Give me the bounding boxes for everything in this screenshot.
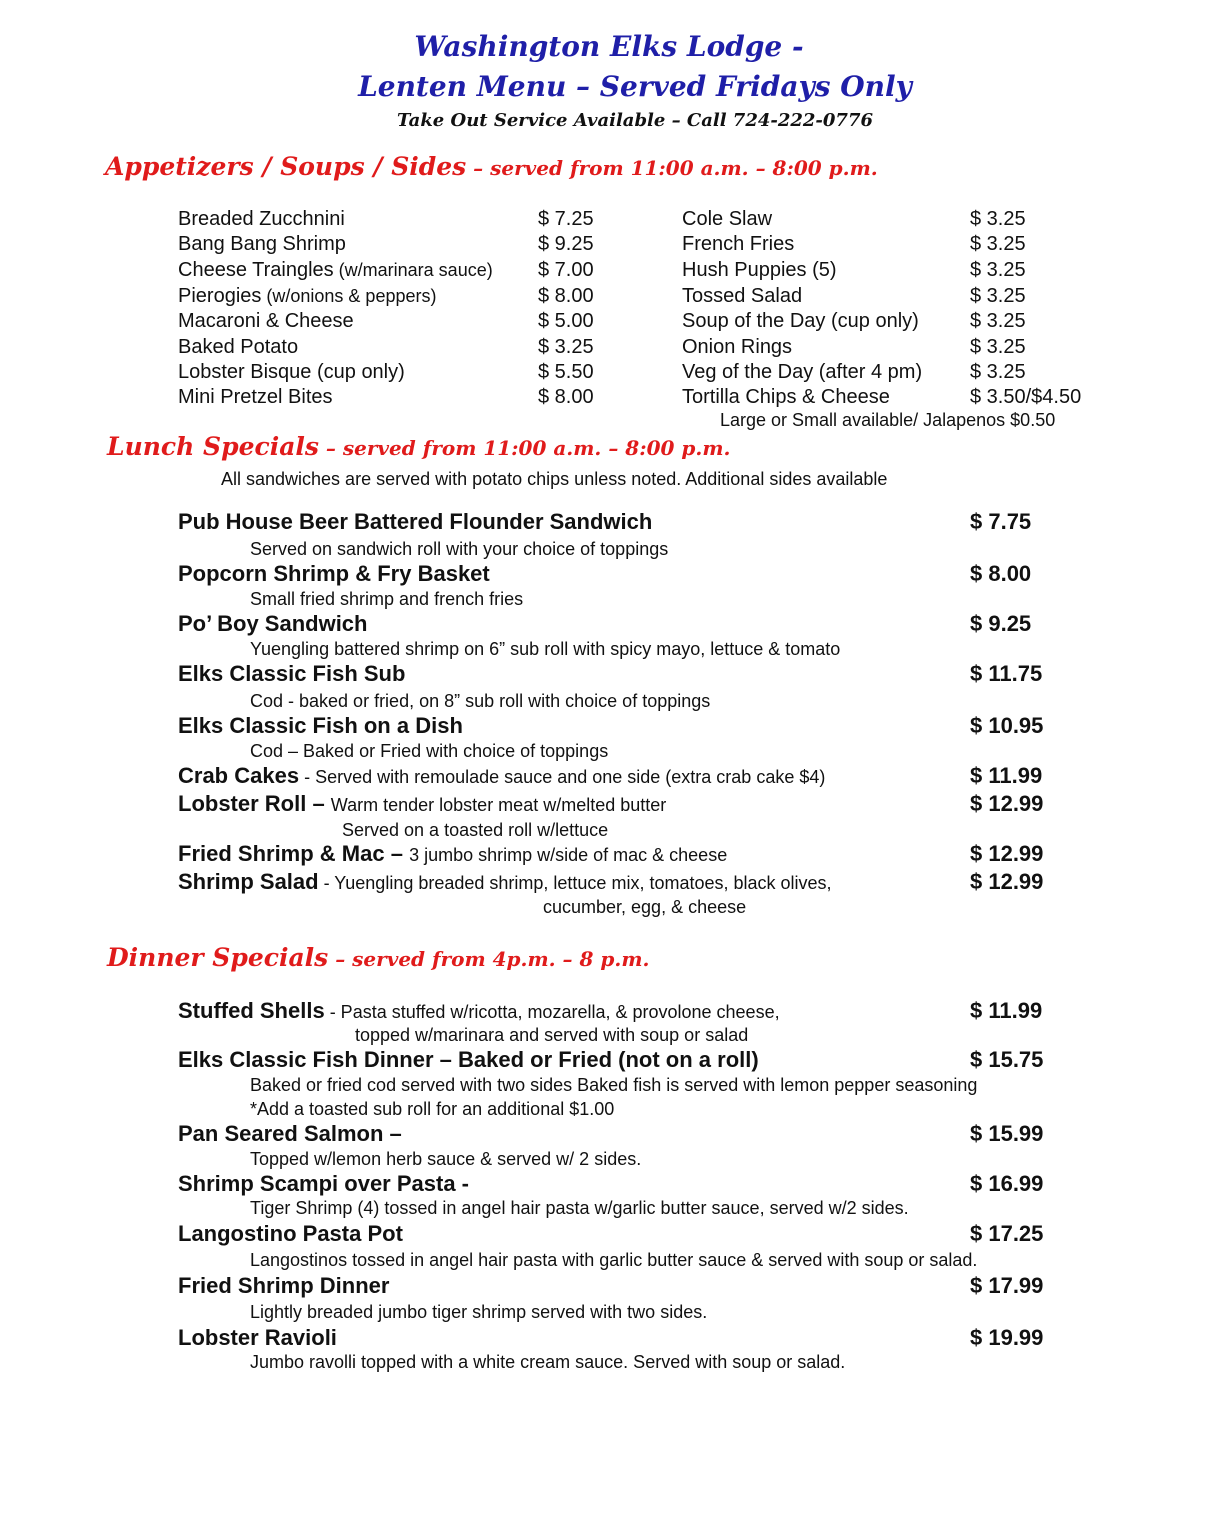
dinner-item-price: $ 16.99 [970, 1171, 1044, 1196]
lunch-item-name [178, 869, 832, 895]
appetizers-title: Appetizers / Soups / Sides [105, 152, 467, 181]
dinner-served: – served from 4p.m. – 8 p.m. [328, 947, 650, 971]
side-price: $ 3.25 [970, 259, 1026, 281]
lunch-item-price: $ 12.99 [970, 841, 1044, 866]
appetizer-price: $ 5.00 [538, 310, 594, 332]
side-name: French Fries [682, 233, 795, 255]
side-name: Tortilla Chips & Cheese [682, 386, 890, 408]
dinner-item-title: Elks Classic Fish Dinner – Baked or Fried (not on a roll) [178, 1047, 759, 1072]
dinner-item-name [178, 1171, 469, 1197]
dinner-item-price: $ 15.75 [970, 1047, 1044, 1072]
lunch-item-title: Crab Cakes [178, 763, 300, 788]
side-name: Soup of the Day (cup only) [682, 310, 919, 332]
dinner-item-title: Langostino Pasta Pot [178, 1221, 403, 1246]
appetizer-price: $ 8.00 [538, 285, 594, 307]
takeout-line: Take Out Service Available – Call 724-222-0776 [396, 110, 873, 131]
menu-title-line2: Lenten Menu – Served Fridays Only [358, 70, 912, 103]
dinner-title: Dinner Specials [107, 943, 329, 972]
lunch-item-name [178, 791, 666, 817]
lunch-item-desc: cucumber, egg, & cheese [543, 897, 747, 917]
dinner-item-name [178, 1221, 403, 1247]
dinner-item-title: Stuffed Shells [178, 998, 325, 1023]
lunch-item-price: $ 10.95 [970, 713, 1044, 738]
lunch-item-name [178, 841, 727, 867]
side-price: $ 3.25 [970, 310, 1026, 332]
menu-title-line1: Washington Elks Lodge - [414, 30, 804, 63]
dinner-item-name [178, 1273, 389, 1299]
appetizer-name-text: Breaded Zucchnini [178, 208, 345, 230]
appetizer-price: $ 7.00 [538, 259, 594, 281]
dinner-heading [107, 943, 649, 972]
dinner-item-desc: Lightly breaded jumbo tiger shrimp served with two sides. [250, 1302, 708, 1322]
lunch-item-title: Elks Classic Fish on a Dish [178, 713, 463, 738]
lunch-item-desc: Small fried shrimp and french fries [250, 589, 524, 609]
lunch-item-title: Lobster Roll – [178, 791, 331, 816]
lunch-item-desc: Cod - baked or fried, on 8” sub roll with choice of toppings [250, 691, 711, 711]
lunch-item-desc: Served on sandwich roll with your choice of toppings [250, 539, 669, 559]
dinner-item-price: $ 11.99 [970, 998, 1043, 1023]
lunch-item-name [178, 713, 463, 739]
appetizer-name [178, 285, 436, 308]
dinner-item-desc: Topped w/lemon herb sauce & served w/ 2 sides. [250, 1149, 642, 1169]
appetizer-note: (w/onions & peppers) [261, 286, 437, 306]
appetizer-name-text: Bang Bang Shrimp [178, 233, 346, 255]
lunch-title: Lunch Specials [107, 432, 319, 461]
side-name: Cole Slaw [682, 208, 773, 230]
lunch-item-name [178, 561, 490, 587]
lunch-heading [107, 432, 730, 461]
lunch-item-desc: Yuengling battered shrimp on 6” sub roll with spicy mayo, lettuce & tomato [250, 639, 841, 659]
dinner-item-desc-extra: *Add a toasted sub roll for an additional $1.00 [250, 1099, 615, 1119]
dinner-item-name [178, 998, 780, 1024]
side-price: $ 3.50/$4.50 [970, 386, 1082, 408]
lunch-item-inline: - Served with remoulade sauce and one side (extra crab cake $4) [299, 767, 826, 787]
lunch-item-name [178, 611, 367, 637]
side-price: $ 3.25 [970, 336, 1026, 358]
side-price: $ 3.25 [970, 361, 1026, 383]
appetizers-served: – served from 11:00 a.m. – 8:00 p.m. [466, 156, 878, 180]
appetizer-name-text: Cheese Traingles [178, 259, 334, 281]
lunch-item-desc: Cod – Baked or Fried with choice of toppings [250, 741, 609, 761]
lunch-item-title: Shrimp Salad [178, 869, 319, 894]
lunch-item-title: Elks Classic Fish Sub [178, 661, 406, 686]
dinner-item-inline: - Pasta stuffed w/ricotta, mozarella, & provolone cheese, [324, 1002, 780, 1022]
dinner-item-desc: Langostinos tossed in angel hair pasta with garlic butter sauce & served with soup or salad. [250, 1250, 978, 1270]
lunch-note: All sandwiches are served with potato chips unless noted. Additional sides available [221, 469, 888, 489]
lunch-item-price: $ 12.99 [970, 791, 1044, 816]
dinner-item-desc: topped w/marinara and served with soup or salad [355, 1025, 749, 1045]
dinner-item-desc: Baked or fried cod served with two sides Baked fish is served with lemon pepper seasoning [250, 1075, 978, 1095]
appetizer-name [178, 233, 346, 256]
side-price: $ 3.25 [970, 233, 1026, 255]
dinner-item-desc: Jumbo ravolli topped with a white cream sauce. Served with soup or salad. [250, 1352, 846, 1372]
lunch-item-inline: - Yuengling breaded shrimp, lettuce mix, tomatoes, black olives, [318, 873, 832, 893]
lunch-item-title: Popcorn Shrimp & Fry Basket [178, 561, 490, 586]
appetizer-name-text: Mini Pretzel Bites [178, 386, 333, 408]
appetizer-name [178, 361, 405, 384]
side-name: Hush Puppies (5) [682, 259, 837, 281]
appetizer-price: $ 9.25 [538, 233, 594, 255]
dinner-item-name [178, 1047, 759, 1073]
appetizer-name-text: Pierogies [178, 285, 262, 307]
side-name: Tossed Salad [682, 285, 803, 307]
dinner-item-name [178, 1325, 337, 1351]
side-name: Onion Rings [682, 336, 793, 358]
appetizer-name [178, 386, 333, 409]
lunch-item-price: $ 11.75 [970, 661, 1043, 686]
lunch-item-name [178, 509, 652, 535]
lunch-item-inline: Warm tender lobster meat w/melted butter [330, 795, 667, 815]
dinner-item-title: Pan Seared Salmon – [178, 1121, 402, 1146]
appetizer-name-text: Lobster Bisque (cup only) [178, 361, 405, 383]
dinner-item-price: $ 19.99 [970, 1325, 1044, 1350]
appetizers-footnote: Large or Small available/ Jalapenos $0.50 [720, 410, 1056, 430]
appetizer-price: $ 8.00 [538, 386, 594, 408]
dinner-item-desc: Tiger Shrimp (4) tossed in angel hair pasta w/garlic butter sauce, served w/2 sides. [250, 1198, 909, 1218]
dinner-item-title: Fried Shrimp Dinner [178, 1273, 390, 1298]
lunch-item-name [178, 763, 825, 789]
appetizer-name [178, 336, 298, 359]
appetizer-note: (w/marinara sauce) [333, 260, 493, 280]
dinner-item-title: Lobster Ravioli [178, 1325, 337, 1350]
dinner-item-name [178, 1121, 402, 1147]
lunch-item-title: Po’ Boy Sandwich [178, 611, 368, 636]
lunch-item-title: Fried Shrimp & Mac – [178, 841, 410, 866]
lunch-item-inline: 3 jumbo shrimp w/side of mac & cheese [409, 845, 728, 865]
dinner-item-price: $ 17.99 [970, 1273, 1044, 1298]
lunch-item-price: $ 7.75 [970, 509, 1032, 534]
dinner-item-price: $ 15.99 [970, 1121, 1044, 1146]
appetizer-price: $ 5.50 [538, 361, 594, 383]
appetizer-price: $ 7.25 [538, 208, 594, 230]
appetizer-name [178, 259, 493, 282]
side-price: $ 3.25 [970, 208, 1026, 230]
lunch-served: – served from 11:00 a.m. – 8:00 p.m. [318, 436, 731, 460]
dinner-item-title: Shrimp Scampi over Pasta - [178, 1171, 469, 1196]
appetizer-name-text: Baked Potato [178, 336, 299, 358]
appetizer-name [178, 310, 354, 333]
lunch-item-price: $ 9.25 [970, 611, 1032, 636]
dinner-item-price: $ 17.25 [970, 1221, 1044, 1246]
lunch-item-price: $ 11.99 [970, 763, 1043, 788]
lunch-item-title: Pub House Beer Battered Flounder Sandwich [178, 509, 653, 534]
appetizer-name [178, 208, 345, 231]
lunch-item-price: $ 12.99 [970, 869, 1044, 894]
appetizer-price: $ 3.25 [538, 336, 594, 358]
appetizers-heading [105, 152, 878, 181]
lunch-item-price: $ 8.00 [970, 561, 1032, 586]
lunch-item-name [178, 661, 405, 687]
side-price: $ 3.25 [970, 285, 1026, 307]
side-name: Veg of the Day (after 4 pm) [682, 361, 923, 383]
appetizer-name-text: Macaroni & Cheese [178, 310, 354, 332]
lunch-item-desc: Served on a toasted roll w/lettuce [342, 820, 609, 840]
